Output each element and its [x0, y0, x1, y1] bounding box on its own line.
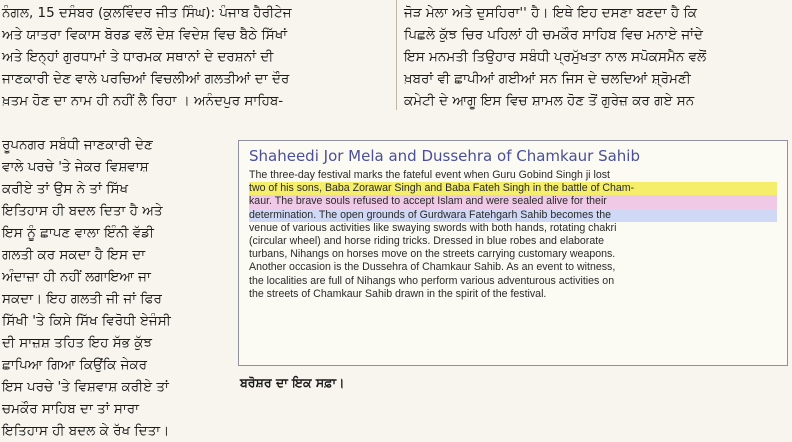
brochure-line: The three-day festival marks the fateful event when Guru Gobind Singh ji lost: [249, 169, 610, 181]
article-line: ਇਸ ਨੂੰ ਛਾਪਣ ਵਾਲਾ ਇੰਨੀ ਵੱਡੀ: [2, 225, 154, 241]
article-line: ਰੂਪਨਗਰ ਸਬੰਧੀ ਜਾਣਕਾਰੀ ਦੇਣ: [2, 137, 153, 153]
article-line: ਦੀ ਸਾਜ਼ਸ਼ ਤਹਿਤ ਇਹ ਸੱਭ ਕੁੱਝ: [2, 335, 153, 351]
article-line: ਇਤਿਹਾਸ ਹੀ ਬਦਲ ਦਿਤਾ ਹੈ ਅਤੇ: [2, 203, 163, 219]
brochure-line: Another occasion is the Dussehra of Chamkaur Sahib. As an event to witness,: [249, 261, 616, 274]
article-line: ਅੰਦਾਜ਼ਾ ਹੀ ਨਹੀਂ ਲਗਾਇਆ ਜਾ: [2, 269, 151, 285]
article-column-right: [404, 2, 790, 112]
article-line: ਸਿੱਖੀ 'ਤੇ ਕਿਸੇ ਸਿੱਖ ਵਿਰੋਧੀ ਏਜੰਸੀ: [2, 313, 171, 329]
brochure-excerpt-box: [238, 140, 788, 366]
brochure-line: (circular wheel) and horse riding tricks. Dressed in blue robes and elaborate: [249, 235, 605, 248]
column-divider: [396, 0, 397, 110]
article-line: ਖ਼ਬਰਾਂ ਵੀ ਛਾਪੀਆਂ ਗਈਆਂ ਸਨ ਜਿਸ ਦੇ ਚਲਦਿਆਂ ਸ਼੍ਰੋਮਣੀ: [404, 71, 691, 87]
brochure-line: the localities are full of Nihangs who perform various adventurous activities on: [249, 274, 615, 287]
article-line: ਇਤਿਹਾਸ ਹੀ ਬਦਲ ਕੇ ਰੱਖ ਦਿਤਾ।: [2, 423, 170, 439]
brochure-body: [249, 169, 777, 301]
brochure-line: turbans, Nihangs on horses move on the streets carrying customary weapons.: [249, 248, 616, 261]
brochure-line: the streets of Chamkaur Sahib drawn in the spirit of the festival.: [249, 287, 547, 300]
article-line: ਵਾਲੇ ਪਰਚੇ 'ਤੇ ਜੇਕਰ ਵਿਸ਼ਵਾਸ਼: [2, 159, 149, 175]
image-caption: ਬਰੋਸ਼ਰ ਦਾ ਇਕ ਸਫ਼ਾ।: [240, 375, 345, 390]
article-line: ਸਕਦਾ। ਇਹ ਗਲਤੀ ਜੀ ਜਾਂ ਫਿਰ: [2, 291, 162, 307]
brochure-line-highlighted: kaur. The brave souls refused to accept Islam and were sealed alive for their: [249, 195, 777, 208]
article-line: ਨੰਗਲ, 15 ਦਸੰਬਰ (ਕੁਲਵਿੰਦਰ ਜੀਤ ਸਿੰਘ): ਪੰਜਾਬ ਹੈਰੀਟੇਜ: [2, 5, 292, 21]
article-line: ਛਾਪਿਆ ਗਿਆ ਕਿਉਂਕਿ ਜੇਕਰ: [2, 357, 148, 373]
article-line: ਜੋੜ ਮੇਲਾ ਅਤੇ ਦੁਸਹਿਰਾ'' ਹੈ। ਇਥੇ ਇਹ ਦਸਣਾ ਬਣਦਾ ਹੈ ਕਿ: [404, 5, 698, 21]
article-line: ਜਾਣਕਾਰੀ ਦੇਣ ਵਾਲੇ ਪਰਚਿਆਂ ਵਿਚਲੀਆਂ ਗਲਤੀਆਂ ਦਾ ਦੌਰ: [2, 71, 290, 87]
article-column-narrow: [2, 134, 234, 442]
article-line: ਖ਼ਤਮ ਹੋਣ ਦਾ ਨਾਮ ਹੀ ਨਹੀਂ ਲੈ ਰਿਹਾ । ਅਨੰਦਪੁਰ ਸਾਹਿਬ-: [2, 93, 284, 109]
article-line: ਅਤੇ ਇਨ੍ਹਾਂ ਗੁਰਧਾਮਾਂ ਤੇ ਧਾਰਮਕ ਸਥਾਨਾਂ ਦੇ ਦਰਸ਼ਨਾਂ ਦੀ: [2, 49, 274, 65]
article-line: ਚਮਕੌਰ ਸਾਹਿਬ ਦਾ ਤਾਂ ਸਾਰਾ: [2, 401, 139, 417]
brochure-line-highlighted: determination. The open grounds of Gurdwara Fatehgarh Sahib becomes the: [249, 209, 777, 222]
article-line: ਪਿਛਲੇ ਕੁੱਝ ਚਿਰ ਪਹਿਲਾਂ ਹੀ ਚਮਕੌਰ ਸਾਹਿਬ ਵਿਚ ਮਨਾਏ ਜਾਂਦੇ: [404, 27, 703, 43]
article-line: ਕਮੇਟੀ ਦੇ ਆਗੂ ਇਸ ਵਿਚ ਸ਼ਾਮਲ ਹੋਣ ਤੋਂ ਗੁਰੇਜ਼ ਕਰ ਗਏ ਸਨ: [404, 93, 695, 109]
brochure-line-highlighted: two of his sons, Baba Zorawar Singh and Baba Fateh Singh in the battle of Cham-: [249, 182, 777, 195]
article-line: ਅਤੇ ਯਾਤਰਾ ਵਿਕਾਸ ਬੋਰਡ ਵਲੋਂ ਦੇਸ਼ ਵਿਦੇਸ਼ ਵਿਚ ਬੈਠੇ ਸਿੱਖਾਂ: [2, 27, 288, 43]
article-line: ਇਸ ਪਰਚੇ 'ਤੇ ਵਿਸ਼ਵਾਸ਼ ਕਰੀਏ ਤਾਂ: [2, 379, 169, 395]
article-line: ਇਸ ਮਨਮਤੀ ਤਿਉਹਾਰ ਸਬੰਧੀ ਪ੍ਰਮੁੱਖਤਾ ਨਾਲ ਸਪੋਕਸਮੈਨ ਵਲੋਂ: [404, 49, 707, 65]
article-column-left: [2, 2, 392, 112]
brochure-title: Shaheedi Jor Mela and Dussehra of Chamkaur Sahib: [249, 147, 640, 165]
article-line: ਗਲਤੀ ਕਰ ਸਕਦਾ ਹੈ ਇਸ ਦਾ: [2, 247, 146, 263]
brochure-line: venue of various activities like swaying swords with both hands, rotating chakri: [249, 221, 617, 234]
article-line: ਕਰੀਏ ਤਾਂ ਉਸ ਨੇ ਤਾਂ ਸਿੱਖ: [2, 181, 129, 197]
